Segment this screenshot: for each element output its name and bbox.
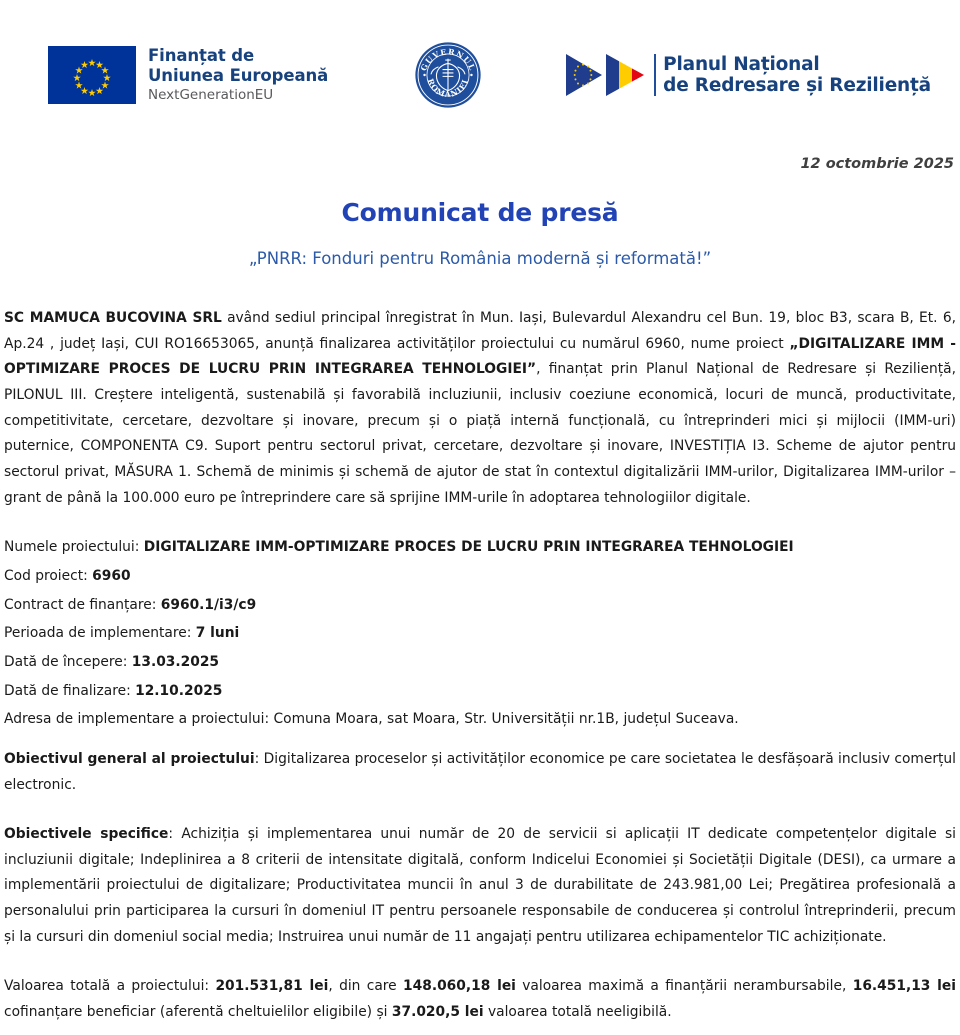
total-value-mid1: , din care — [328, 978, 404, 995]
pnrr-logo-line1: Planul Național — [663, 53, 820, 75]
pnrr-arrows-icon — [564, 52, 650, 98]
amount-cofinance: 16.451,13 lei — [852, 978, 956, 995]
amount-ineligible: 37.020,5 lei — [391, 1004, 484, 1021]
detail-row-implementation-period — [4, 621, 956, 647]
detail-row-start-date — [4, 650, 956, 676]
detail-label: Perioada de implementare: — [4, 625, 196, 642]
spacer — [4, 736, 956, 747]
header-logo-strip — [0, 0, 960, 120]
detail-value: DIGITALIZARE IMM-OPTIMIZARE PROCES DE LUCRU PRIN INTEGRAREA TEHNOLOGIEI — [143, 539, 794, 556]
page-subtitle: „PNRR: Fonduri pentru România modernă și reformată!” — [248, 249, 712, 268]
spacer — [4, 963, 956, 974]
pnrr-logo-text — [663, 54, 931, 97]
specific-objectives-text: : Achiziția și implementarea unui număr de 20 de servicii si aplicații IT dedicate competențelor digitale si incluziunii digitale; Indeplinirea a 8 criterii de intensitate digitală, conform Indicelui Economiei și Societății Digitale (DESI), ca urmare a implementării proiectului de digitalizare; Productivitatea muncii în anul 3 de durabilitate de 243.981,00 Lei; Pregătirea profesională a personalului prin participarea la cursuri în domeniul IT pentru persoanele responsabile de conducerea și controlul întreprinderii, precum și la cursuri din domeniul social media; Instruirea unui număr de 11 angajați pentru utilizarea echipamentelor TIC achiziționate. — [4, 826, 956, 945]
total-value-mid2: valoarea maximă a finanțării nerambursabile, — [515, 978, 853, 995]
detail-row-financing-contract — [4, 593, 956, 619]
pnrr-divider — [654, 54, 656, 96]
eu-logo-text — [148, 46, 328, 104]
pnrr-logo — [564, 52, 931, 98]
pnrr-logo-line2: de Redresare și Reziliență — [663, 75, 931, 96]
eu-logo-line3: NextGenerationEU — [148, 87, 274, 103]
detail-value: 7 luni — [195, 625, 240, 642]
detail-value: 13.03.2025 — [131, 653, 220, 670]
eu-logo-line1: Finanțat de — [148, 46, 255, 66]
spacer — [4, 524, 956, 535]
detail-row-project-name — [4, 535, 956, 561]
intro-paragraph — [4, 306, 956, 511]
general-objective-text: : Digitalizarea proceselor și activităților economice pe care societatea le desfășoară inclusiv comerțul electronic. — [4, 750, 956, 793]
general-objective-paragraph — [4, 747, 956, 798]
specific-objectives-label: Obiectivele specifice — [4, 826, 169, 843]
amount-grant: 148.060,18 lei — [403, 978, 516, 995]
total-value-mid3: cofinanțare beneficiar (aferentă cheltuielilor eligibile) și — [4, 1004, 392, 1021]
intro-part2: , finanțat prin Planul Național de Redresare și Reziliență, PILONUL III. Creștere inteligentă, sustenabilă și favorabilă incluziunii, inclusiv coeziune economică, locuri de muncă, productivitate, competitivitate, cercetare, dezvoltare și inovare, precum și o piață internă funcțională, cu întreprinderi mici și mijlocii (IMM-uri) puternice, COMPONENTA C9. Suport pentru sectorul privat, cercetare, dezvoltare și inovare, INVESTIȚIA I3. Scheme de ajutor pentru sectorul privat, MĂSURA 1. Schemă de minimis și schemă de ajutor de stat în contextul digitalizării IMM-urilor, Digitalizarea IMM-urilor – grant de până la 100.000 euro pe întreprindere care să sprijine IMM-urile în adoptarea tehnologiilor digitale. — [4, 361, 957, 506]
total-value-paragraph — [4, 974, 956, 1025]
detail-label: Contract de finanțare: — [4, 596, 161, 613]
project-name-quoted: „DIGITALIZARE IMM - OPTIMIZARE PROCES DE LUCRU PRIN INTEGRAREA TEHNOLOGIEI” — [4, 335, 956, 378]
eu-funding-logo — [48, 46, 328, 104]
eu-flag-icon — [48, 46, 136, 104]
eu-stars-icon — [48, 46, 136, 104]
detail-row-project-code — [4, 564, 956, 590]
detail-label: Dată de începere: — [4, 653, 132, 670]
amount-total: 201.531,81 lei — [215, 978, 329, 995]
gov-seal-svg — [414, 41, 482, 109]
company-name: SC MAMUCA BUCOVINA SRL — [4, 310, 222, 326]
detail-value: 6960.1/i3/c9 — [160, 596, 257, 613]
svg-text:GUVERNUL: GUVERNUL — [419, 47, 478, 73]
total-value-mid4: valoarea totală neeligibilă. — [483, 1004, 672, 1021]
specific-objectives-paragraph — [4, 822, 956, 950]
detail-value: 6960 — [92, 567, 131, 584]
spacer — [4, 811, 956, 822]
eu-logo-line2: Uniunea Europeană — [148, 65, 329, 85]
gov-seal-icon — [414, 41, 482, 109]
detail-label: Numele proiectului: — [4, 539, 144, 556]
detail-row-address: Adresa de implementare a proiectului: Comuna Moara, sat Moara, Str. Universității nr.1B, județul Suceava. — [4, 711, 739, 728]
detail-row-end-date — [4, 679, 956, 705]
general-objective-label: Obiectivul general al proiectului — [4, 750, 255, 767]
press-release-document — [0, 156, 960, 1026]
svg-text:ROMANIEI: ROMANIEI — [425, 77, 471, 99]
government-of-romania-seal — [414, 41, 482, 109]
pnrr-arrows-svg — [564, 52, 650, 98]
document-body — [4, 306, 956, 1026]
detail-label: Dată de finalizare: — [4, 682, 136, 699]
intro-part1: având sediul principal înregistrat în Mun. Iași, Bulevardul Alexandru cel Bun. 19, bloc B3, scara B, Et. 6, Ap.24 , județ Iași, CUI RO16653065, anunță finalizarea activităților proiectului cu numărul 6960, nume proiect — [4, 310, 956, 352]
total-value-label: Valoarea totală a proiectului: — [4, 978, 216, 995]
detail-value: 12.10.2025 — [135, 682, 223, 699]
document-date: 12 octombrie 2025 — [800, 156, 954, 172]
detail-label: Cod proiect: — [4, 567, 93, 584]
page-title: Comunicat de presă — [341, 198, 619, 227]
